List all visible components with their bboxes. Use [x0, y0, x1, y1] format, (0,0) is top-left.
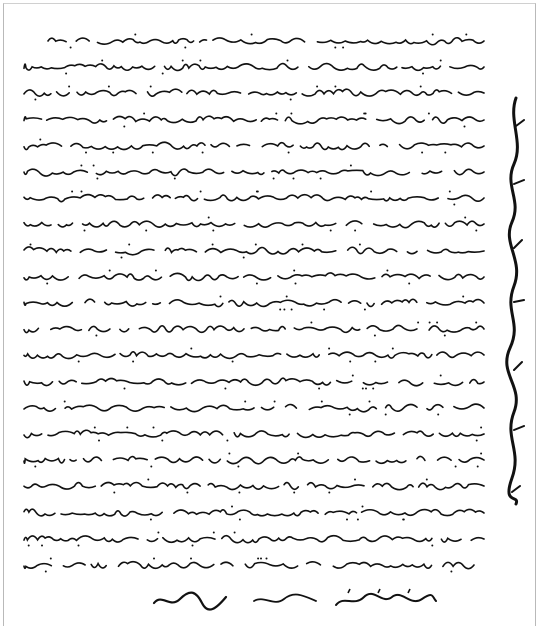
handwritten-line [8, 346, 490, 356]
handwritten-line [8, 137, 490, 147]
handwritten-line [8, 242, 490, 252]
date-value [330, 585, 440, 615]
handwritten-line [8, 163, 490, 173]
handwritten-line [8, 294, 490, 304]
handwritten-line [8, 530, 490, 540]
date-label [250, 585, 320, 615]
signature-name [150, 585, 230, 615]
handwritten-line [8, 373, 490, 383]
handwritten-line [8, 451, 490, 461]
handwritten-line [8, 111, 490, 121]
handwritten-line [8, 477, 490, 487]
handwritten-line [8, 189, 490, 199]
handwritten-line [8, 320, 490, 330]
handwritten-line [8, 399, 490, 409]
handwritten-line [8, 84, 490, 94]
handwritten-line [8, 268, 490, 278]
signature-row [150, 585, 450, 615]
handwritten-line [8, 425, 490, 435]
handwritten-line [8, 58, 490, 68]
handwritten-line [8, 32, 490, 42]
handwritten-line [8, 504, 490, 514]
margin-note [494, 90, 538, 510]
handwritten-line [8, 556, 490, 566]
handwritten-line [8, 215, 490, 225]
